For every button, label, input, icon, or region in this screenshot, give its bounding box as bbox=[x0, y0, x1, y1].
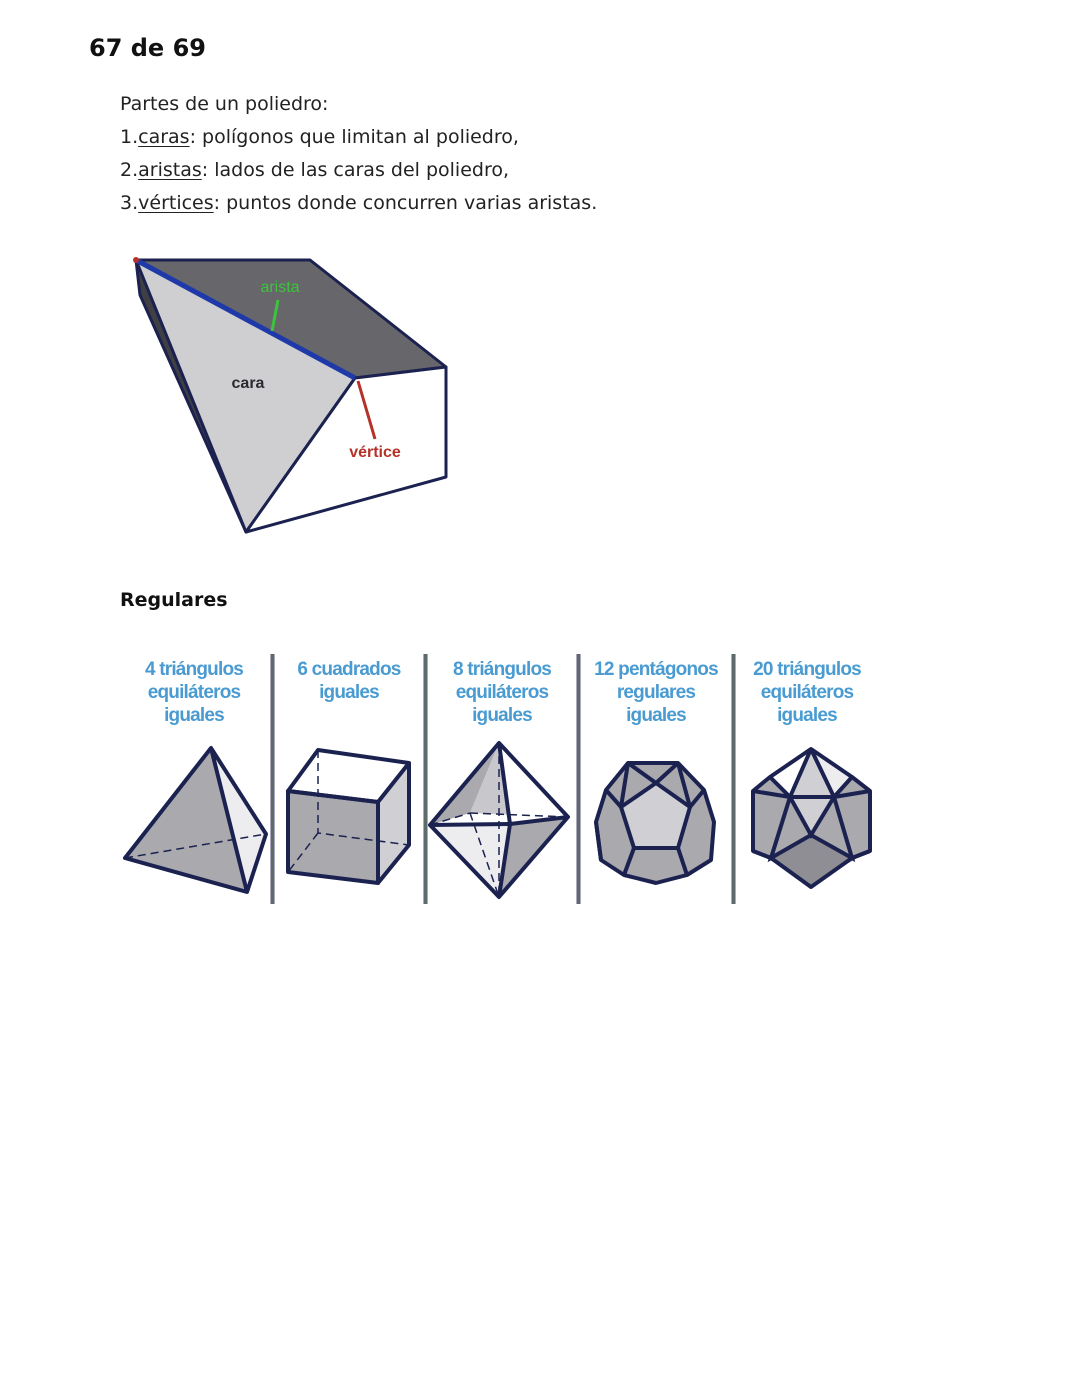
list-item bbox=[120, 121, 597, 154]
term-caras: caras bbox=[138, 126, 190, 148]
panel-dodecahedron bbox=[581, 650, 731, 906]
panel-caption: 4 triángulos equiláteros iguales bbox=[144, 659, 244, 726]
regular-polyhedra-strip bbox=[118, 650, 878, 906]
item-number: 3. bbox=[120, 192, 139, 214]
octahedron-icon bbox=[428, 650, 576, 906]
page-counter: 67 de 69 bbox=[89, 34, 206, 62]
edge-label: arista bbox=[260, 279, 300, 296]
item-definition: : lados de las caras del poliedro, bbox=[201, 159, 510, 181]
list-item bbox=[120, 154, 597, 187]
panel-octahedron bbox=[428, 650, 576, 906]
panel-icosahedron bbox=[736, 650, 878, 906]
item-definition: : puntos donde concurren varias aristas. bbox=[213, 192, 598, 214]
panel-caption: 12 pentágonos regulares iguales bbox=[594, 659, 718, 726]
list-item bbox=[120, 187, 597, 220]
dodecahedron-icon bbox=[581, 650, 731, 906]
panel-tetrahedron bbox=[118, 650, 270, 906]
polyhedron-parts-figure bbox=[118, 245, 463, 545]
vertex-dot bbox=[133, 257, 139, 263]
section-title: Regulares bbox=[120, 589, 228, 611]
panel-caption: 6 cuadrados iguales bbox=[297, 659, 401, 703]
vertex-label: vértice bbox=[349, 444, 401, 461]
term-vertices: vértices bbox=[138, 192, 214, 214]
item-number: 2. bbox=[120, 159, 139, 181]
polyhedron-parts-text bbox=[120, 88, 597, 220]
icosahedron-icon bbox=[736, 650, 878, 906]
tetrahedron-icon bbox=[118, 650, 270, 906]
item-definition: : polígonos que limitan al poliedro, bbox=[189, 126, 519, 148]
item-number: 1. bbox=[120, 126, 139, 148]
term-aristas: aristas bbox=[138, 159, 202, 181]
panel-caption: 8 triángulos equiláteros iguales bbox=[452, 659, 552, 726]
face-label: cara bbox=[231, 375, 265, 392]
cube-icon bbox=[275, 650, 423, 906]
panel-caption: 20 triángulos equiláteros iguales bbox=[753, 659, 861, 726]
intro-heading: Partes de un poliedro: bbox=[120, 93, 329, 115]
panel-cube bbox=[275, 650, 423, 906]
